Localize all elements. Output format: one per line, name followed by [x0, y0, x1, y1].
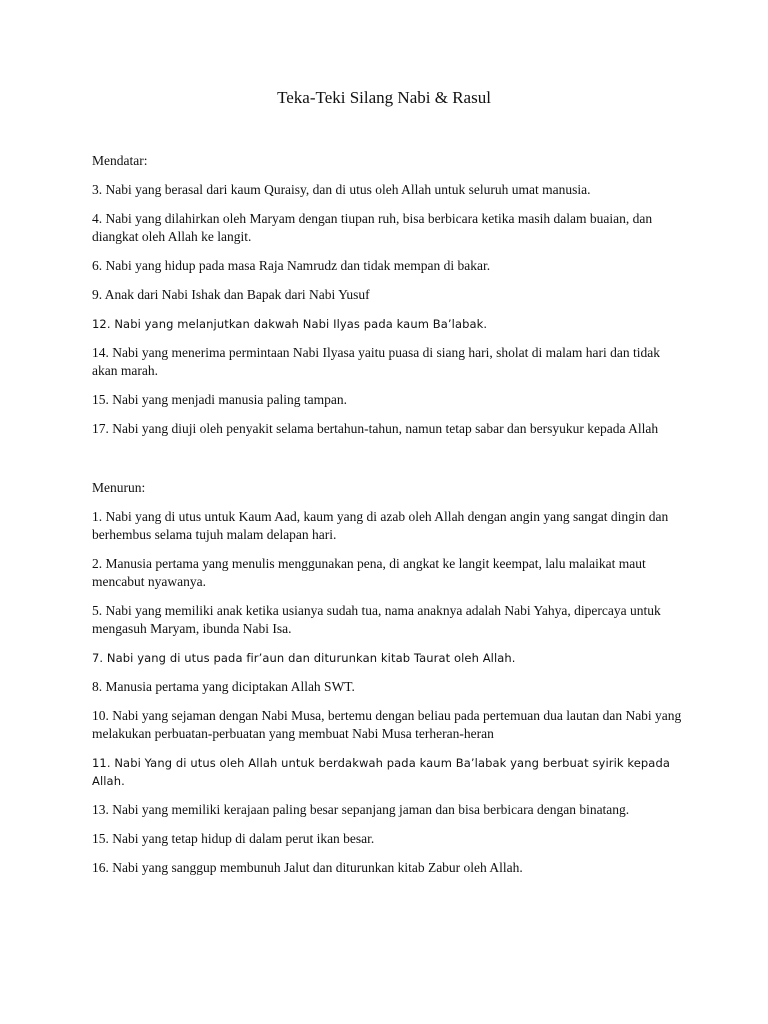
clue-mendatar-9: 9. Anak dari Nabi Ishak dan Bapak dari Nabi Yusuf — [92, 287, 370, 302]
section-spacer — [92, 449, 682, 479]
section-menurun — [92, 479, 682, 877]
clue-menurun-5: 5. Nabi yang memiliki anak ketika usianya sudah tua, nama anaknya adalah Nabi Yahya, dipercaya untuk mengasuh Maryam, ibunda Nabi Isa. — [92, 603, 661, 636]
clue-menurun-15: 15. Nabi yang tetap hidup di dalam perut ikan besar. — [92, 831, 375, 846]
clue-mendatar-17: 17. Nabi yang diuji oleh penyakit selama bertahun-tahun, namun tetap sabar dan bersyukur kepada Allah — [92, 421, 659, 436]
clue-mendatar-12: 12. Nabi yang melanjutkan dakwah Nabi Ilyas pada kaum Ba’labak. — [92, 317, 488, 331]
section-heading-menurun: Menurun: — [92, 480, 146, 495]
clue-mendatar-15: 15. Nabi yang menjadi manusia paling tampan. — [92, 392, 347, 407]
clue-menurun-10: 10. Nabi yang sejaman dengan Nabi Musa, bertemu dengan beliau pada pertemuan dua lautan dan Nabi yang melakukan perbuatan-perbuatan yang membuat Nabi Musa terheran-heran — [92, 708, 682, 741]
clue-menurun-1: 1. Nabi yang di utus untuk Kaum Aad, kaum yang di azab oleh Allah dengan angin yang sangat dingin dan berhembus selama tujuh malam delapan hari. — [92, 509, 669, 542]
section-heading-mendatar: Mendatar: — [92, 153, 148, 168]
page-title: Teka-Teki Silang Nabi & Rasul — [277, 88, 491, 107]
clue-mendatar-14: 14. Nabi yang menerima permintaan Nabi Ilyasa yaitu puasa di siang hari, sholat di malam hari dan tidak akan marah. — [92, 345, 660, 378]
clue-mendatar-6: 6. Nabi yang hidup pada masa Raja Namrudz dan tidak mempan di bakar. — [92, 258, 491, 273]
clue-menurun-16: 16. Nabi yang sanggup membunuh Jalut dan diturunkan kitab Zabur oleh Allah. — [92, 860, 523, 875]
clue-mendatar-4: 4. Nabi yang dilahirkan oleh Maryam dengan tiupan ruh, bisa berbicara ketika masih dalam buaian, dan diangkat oleh Allah ke langit. — [92, 211, 653, 244]
clue-menurun-7: 7. Nabi yang di utus pada fir’aun dan diturunkan kitab Taurat oleh Allah. — [92, 651, 516, 665]
clue-menurun-13: 13. Nabi yang memiliki kerajaan paling besar sepanjang jaman dan bisa berbicara dengan binatang. — [92, 802, 630, 817]
clue-menurun-8: 8. Manusia pertama yang diciptakan Allah SWT. — [92, 679, 355, 694]
clue-menurun-11: 11. Nabi Yang di utus oleh Allah untuk berdakwah pada kaum Ba’labak yang berbuat syirik kepada Allah. — [92, 756, 670, 788]
document-content — [92, 152, 682, 888]
clue-menurun-2: 2. Manusia pertama yang menulis menggunakan pena, di angkat ke langit keempat, lalu malaikat maut mencabut nyawanya. — [92, 556, 646, 589]
clue-mendatar-3: 3. Nabi yang berasal dari kaum Quraisy, dan di utus oleh Allah untuk seluruh umat manusia. — [92, 182, 591, 197]
section-mendatar — [92, 152, 682, 438]
